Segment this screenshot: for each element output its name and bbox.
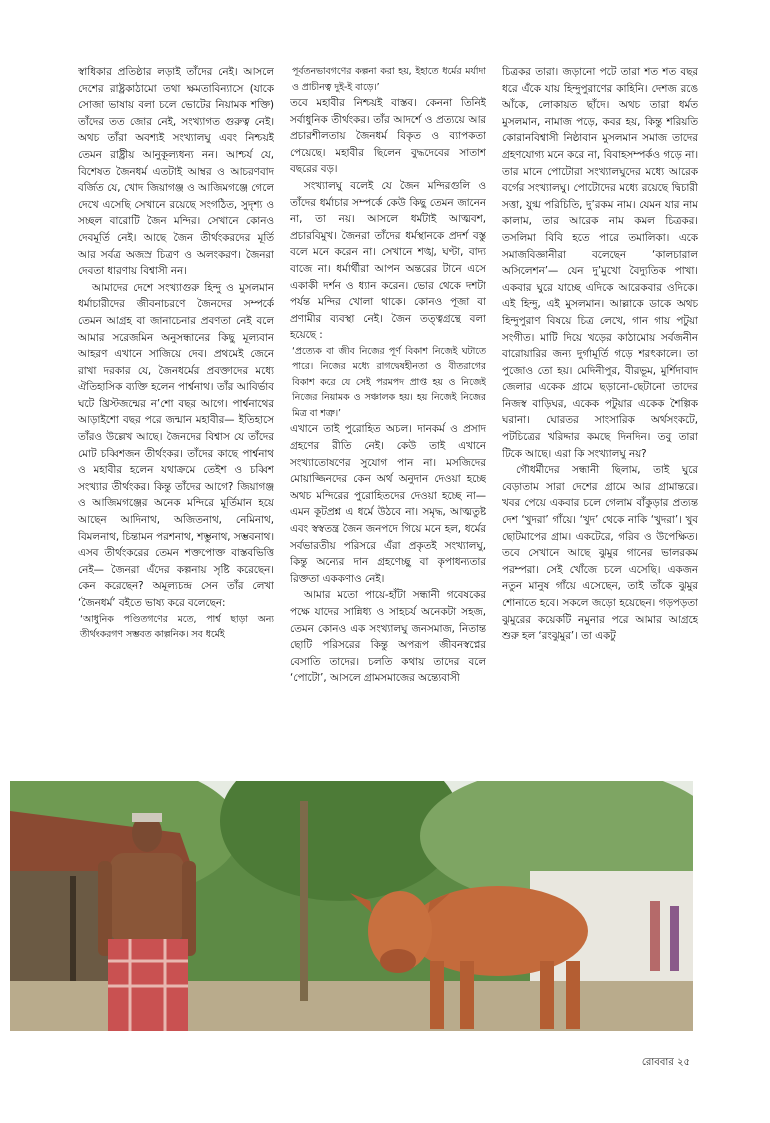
column-1	[78, 64, 274, 764]
paragraph: চিত্রকর তারা। জড়ানো পটে তারা শত শত বছর ধরে এঁকে যায় হিন্দুপুরাণের কাহিনি। দেশজ রঙে আঁকে, লোকায়ত ছাঁদে। অথচ তারা ধর্মত মুসলমান, নামাজ পড়ে, কবর হয়, কিন্তু শরিয়তি কোরানবিশ্বাসী নিষ্ঠাবান মুসলমান সমাজ তাদের গ্রহণযোগ্য মনে করে না, বিবাহসম্পর্কও গড়ে না। তার মানে পোটোরা সংখ্যালঘুদের মধ্যে আরেক বর্গের সংখ্যালঘু। পোটোদের মধ্যে রয়েছে দ্বিচারী সত্তা, যুগ্ম পরিচিতি, দু’রকম নাম। যেমন যার নাম কালাম, তার আরেক নাম কমল চিত্রকর। তসলিমা বিবি হতে পারে তমালিকা। একে সমাজবিজ্ঞানীরা বলেছেন ‘কালচারাল অসিলেশন’— যেন দু’মুখো বৈদ্যুতিক পাখা। একবার ঘুরে যাচ্ছে এদিকে আরেকবার ওদিকে। এই হিন্দু, এই মুসলমান। আল্লাকে ডাকে অথচ হিন্দুপুরাণ বিষয়ে চিত্র লেখে, গান গায় পটুয়া সংগীত। মাটি দিয়ে খড়ের কাঠামোয় সর্বজনীন বারোয়ারির জন্য দুর্গামূর্তি গড়ে শরৎকালে। তা পুজোও তো হয়। মেদিনীপুর, বীরভূম, মুর্শিদাবাদ জেলার একেক গ্রামে ছড়ানো-ছেটানো তাদের নিজস্ব বাড়িঘর, একেক পটুয়ার একেক শৈল্পিক ঘরানা। ঘোরতর সাংসারিক অর্থসংকটে, পটচিত্রের খরিদ্দার কমছে দিনদিন। তবু তারা টিকে আছে। এরা কি সংখ্যালঘু নয়?	[502, 66, 698, 460]
distant-figure	[670, 906, 679, 971]
man-hair	[132, 813, 162, 822]
paragraph: আমাদের দেশে সংখ্যাগুরু হিন্দু ও মুসলমান ধর্মাচারীদের জীবনাচরণে জৈনদের সম্পর্কে তেমন আগ্রহ বা জানাচেনার প্রবণতা নেই বলে আমার সরেজমিন অনুসন্ধানের কিছু মূল্যবান আহরণ এখানে সাজিয়ে দেব। প্রথমেই জেনে রাখা দরকার যে, জৈনধর্মের প্রবক্তাদের মধ্যে ঐতিহাসিক ব্যক্তি হলেন পার্শ্বনাথ। তাঁর আবির্ভাব ঘটে খ্রিস্টজন্মের ন’শো বছর আগে। পার্শ্বনাথের আড়াইশো বছর পরে জন্মান মহাবীর— ইতিহাসে তাঁরও উল্লেখ আছে। জৈনদের বিশ্বাস যে তাঁদের মোট চব্বিশজন তীর্থংকর। তাঁদের কাছে পার্শ্বনাথ ও মহাবীর হলেন যথাক্রমে তেইশ ও চব্বিশ সংখ্যার তীর্থংকর। কিন্তু তাঁদের আগে? জিয়াগঞ্জ ও আজিমগঞ্জের অনেক মন্দিরে মূর্তিমান হয়ে আছেন আদিনাথ, অজিতনাথ, নেমিনাথ, বিমলনাথ, চিন্তামন পরশনাথ, শম্ভুনাথ, সম্ভবনাথ। এসব তীর্থংকরের তেমন শক্তপোক্ত বাস্তবভিত্তি নেই— জৈনরা এঁদের কল্পনায় সৃষ্টি করেছেন। কেন করেছেন? অমূল্যচন্দ্র সেন তাঁর লেখা ‘জৈনধর্ম’ বইতে ভাষ্য করে বলেছেন:	[78, 281, 274, 609]
village-photo	[10, 781, 693, 1031]
cow-leg	[460, 961, 474, 1029]
cow-muzzle	[380, 949, 416, 973]
paragraph: আমার মতো পায়ে-হাঁটা সন্ধানী গবেষকের পক্ষে যাদের সান্নিধ্য ও সাহচর্য অনেকটা সহজ, তেমন কোনও এক সংখ্যালঘু জনসমাজ, নিতান্ত ছোটি পরিসরের কিন্তু অপরূপ জীবনস্বপ্নের বেসাতি তাদের। চলতি কথায় তাদের বলে ‘পোটো’, আসলে গ্রামসমাজের অন্ত্যেবাসী	[290, 589, 486, 685]
paragraph: সংখ্যালঘু বলেই যে জৈন মন্দিরগুলি ও তাঁদের ধর্মাচার সম্পর্কে কেউ কিছু তেমন জানেন না, তা নয়। আসলে ধর্মটাই আত্মবশ, প্রচারবিমুখ। জৈনরা তাঁদের ধর্মস্থানকে প্রদর্শ বস্তু বলে মনে করেন না। সেখানে শঙ্খ, ঘণ্টা, বাদ্য বাজে না। ধর্মার্থীরা আপন অন্তরের টানে এসে একাকী দর্শন ও ধ্যান করেন। ভোর থেকে দশটা পর্যন্ত মন্দির খোলা থাকে। কোনও পূজা বা প্রণামীর ব্যবস্থা নেই। জৈন তত্ত্বগ্রন্থে বলা হয়েছে :	[290, 179, 486, 342]
column-3	[502, 64, 698, 764]
hut-post	[70, 876, 76, 996]
quotation: পূর্বতনভাবগণের কল্পনা করা হয়, ইহাতে ধর্মের মর্যাদা ও প্রাচীনত্ব দুই-ই বাড়ে।’	[292, 66, 486, 93]
paragraph: গৌধর্মীদের সন্ধানী ছিলাম, তাই ঘুরে বেড়াতাম সারা দেশের গ্রামে আর গ্রামান্তরে। খবর পেয়ে একবার চলে গেলাম বাঁকুড়ার প্রত্যন্ত দেশ ‘খুদরা’ গাঁয়ে। ‘খুদ’ থেকে নাকি ‘খুদরা’। খুব ছোটমাপের গ্রাম। একটেরে, গরিব ও উপেক্ষিত। তবে সেখানে আছে ঝুমুর গানের ভালরকম পরম্পরা। সেই খোঁজে চলে এসেছি। একজন নতুন মানুষ গাঁয়ে এসেছেন, তাই তাঁকে ঝুমুর শোনাতে হবে। সকলে জড়ো হয়েছেন। গড়পড়তা ঝুমুরের কয়েকটি নমুনার পরে আমার আগ্রহে শুরু হল ‘রংঝুমুর’। তা একটু	[502, 464, 698, 643]
quotation: ‘প্রত্যেক বা জীব নিজের পূর্ণ বিকাশ নিজেই ঘটাতে পারে। নিজের মধ্যে রাগদ্বেষহীনতা ও বীতরাগের বিকাশ করে যে সেই পরমপদ প্রাপ্ত হয় ও নিজেই নিজের নিয়ামক ও সঞ্চালক হয়। হয় নিজেই নিজের মিত্র বা শত্রু।’	[292, 345, 486, 419]
paragraph: তবে মহাবীর নিশ্চয়ই বাস্তব। কেননা তিনিই সর্বাধুনিক তীর্থংকর। তাঁর আদর্শে ও প্রত্যয়ে আর প্রচারশীলতায় জৈনধর্ম বিকৃত ও ব্যাপকতা পেয়েছে। মহাবীর ছিলেন বুদ্ধদেবের সাতাশ বছরের বড়।	[290, 97, 486, 176]
cow-leg	[540, 961, 554, 1029]
cow-leg	[430, 961, 444, 1029]
cow-leg	[566, 961, 580, 1029]
column-2	[290, 64, 486, 764]
distant-figure	[650, 901, 660, 971]
paragraph: স্বাধিকার প্রতিষ্ঠার লড়াই তাঁদের নেই। আসলে দেশের রাষ্ট্রকাঠামো তথা ক্ষমতাবিন্যাসে (যাকে সোজা ভাষায় বলা চলে ভোটের নিয়ামক শক্তি) তাঁদের তত জোর নেই, সংখ্যাগত গুরুত্ব নেই। অথচ তাঁরা অবশ্যই সংখ্যালঘু এবং নিশ্চয়ই তেমন রাষ্ট্রীয় আনুকূল্যধন্য নন। আশ্চর্য যে, বিশেষত জৈনধর্ম এতটাই আম্বর ও আচরণবাদ বর্জিত যে, খোদ জিয়াগঞ্জ ও আজিমগঞ্জে গেলে দেখে এসেছি সেখানে রয়েছে সংগঠিত, সুদৃশ্য ও সচ্ছল বারোটি জৈন মন্দির। সেখানে কোনও দেবমূর্তি নেই। আছে জৈন তীর্থংকরদের মূর্তি আর সর্বত্র অজস্র চিত্রণ ও অলংকরণ। জৈনরা দেবতা ধারণায় বিশ্বাসী নন।	[78, 66, 274, 278]
article-columns	[78, 64, 698, 764]
palm-trunk	[300, 801, 308, 1001]
page-folio: রোববার ২৫	[641, 1057, 690, 1068]
quotation: ‘আধুনিক পণ্ডিতগণের মতে, পার্শ্ব ছাড়া অন্য তীর্থংকরগণ সম্ভবত কাল্পনিক। সব ধর্মেই	[80, 613, 274, 641]
man-torso	[110, 853, 184, 943]
paragraph: এখানে তাই পুরোহিত অচল। দানকর্ম ও প্রসাদ গ্রহণের রীতি নেই। কেউ তাই এখানে সংখ্যাতোষণের সুযোগ পান না। মসজিদের মোয়াজ্জিনদের কেন অর্থ অনুদান দেওয়া হচ্ছে অথচ মন্দিরের পুরোহিতদের দেওয়া হচ্ছে না— এমন কূটপ্রশ্ন এ ধর্মে উঠবে না। সমৃদ্ধ, আত্মতুষ্ট এবং স্বস্বতন্ত্র জৈন জনপদে গিয়ে মনে হল, ধর্মের সর্বভারতীয় পরিসরে এঁরা প্রকৃতই সংখ্যালঘু, কিন্তু অন্যের দান গ্রহণেচ্ছু বা কৃপাধন্যতার রিক্ততা এককণাও নেই।	[290, 423, 486, 585]
